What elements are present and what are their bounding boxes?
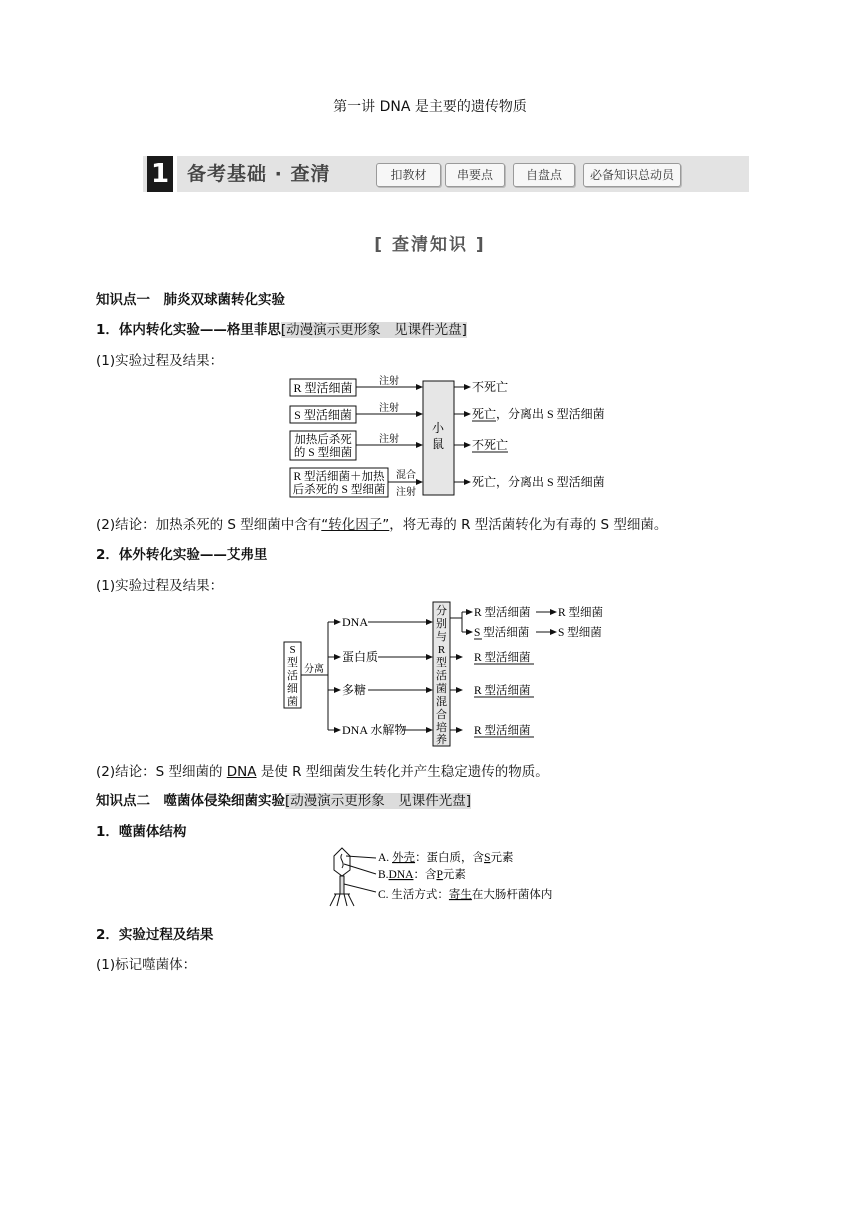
kp2-label1: (1)标记噬菌体： xyxy=(96,957,197,973)
input-s-live: S 型活细菌 xyxy=(294,408,352,422)
tag-essential-knowledge[interactable]: 必备知识总动员 xyxy=(583,163,681,187)
kp1-sub1-title: 1．体内转化实验——格里菲思 xyxy=(96,322,281,338)
result-dna-s-live: S 型活细菌 xyxy=(474,627,530,639)
banner-number: 1 xyxy=(147,156,173,192)
tag-textbook[interactable]: 扣教材 xyxy=(376,163,441,187)
griffith-diagram xyxy=(282,374,612,502)
center-text-1: 分 xyxy=(436,605,447,617)
action-inject-3: 注射 xyxy=(379,434,399,445)
kp1-sub1 xyxy=(96,318,467,338)
separate-label: 分离 xyxy=(304,664,324,675)
section-heading: [ 查清知识 ] xyxy=(374,235,486,255)
source-2: 型 xyxy=(287,657,298,669)
component-polysaccharide: 多糖 xyxy=(342,683,367,697)
result-dna-r: R 型细菌 xyxy=(558,607,604,619)
center-mouse-1: 小 xyxy=(431,421,445,435)
kp1-process-label-2: (1)实验过程及结果： xyxy=(96,578,224,594)
banner-divider xyxy=(173,156,177,192)
phage-part-a: A. 外壳：蛋白质，含S元素 xyxy=(378,852,514,864)
section-banner xyxy=(143,156,749,192)
input-mixed-2: 后杀死的 S 型细菌 xyxy=(292,484,386,496)
component-dna: DNA xyxy=(342,615,368,629)
center-text-6: 活 xyxy=(436,670,447,682)
kp1-heading: 知识点一 肺炎双球菌转化实验 xyxy=(96,292,285,308)
kp1-sub2: 2．体外转化实验——艾弗里 xyxy=(96,547,268,563)
input-mixed-1: R 型活细菌＋加热 xyxy=(293,471,385,483)
conclusion-key: “转化因子” xyxy=(321,517,390,533)
banner-title: 备考基础 · 查清 xyxy=(187,163,331,185)
phage-part-c: C. 生活方式：寄生在大肠杆菌体内 xyxy=(378,889,553,901)
center-text-3: 与 xyxy=(436,631,447,643)
center-text-2: 别 xyxy=(436,618,447,630)
phage-diagram xyxy=(328,844,568,914)
result-1: 不死亡 xyxy=(472,380,509,394)
tag-key-points[interactable]: 串要点 xyxy=(445,163,505,187)
result-2: 死亡，分离出 S 型活细菌 xyxy=(472,407,605,421)
center-mouse-2: 鼠 xyxy=(431,437,445,451)
source-3: 活 xyxy=(287,670,298,682)
result-dna-r-live: R 型活细菌 xyxy=(474,607,531,619)
input-r-live: R 型活细菌 xyxy=(293,381,353,395)
component-dna-hydrolysate: DNA 水解物 xyxy=(342,723,407,737)
action-mix: 混合 xyxy=(396,470,416,481)
input-heat-killed-1: 加热后杀死 xyxy=(294,434,352,446)
conclusion2-key: DNA xyxy=(226,764,257,780)
source-4: 细 xyxy=(287,683,298,695)
action-inject-2: 注射 xyxy=(379,403,399,414)
kp1-conclusion: (2)结论：加热杀死的 S 型细菌中含有“转化因子”，将无毒的 R 型活菌转化为有毒的 S 型细菌。 xyxy=(96,517,668,533)
phage-part-b: B.DNA：含P元素 xyxy=(378,869,466,881)
kp2-heading: 知识点二 噬菌体侵染细菌实验 xyxy=(96,793,285,809)
source-1: S xyxy=(289,644,296,656)
center-text-7: 菌 xyxy=(436,683,447,695)
result-polysaccharide: R 型活细菌 xyxy=(474,685,531,697)
center-text-10: 培 xyxy=(436,722,447,734)
page-title: 第一讲 DNA 是主要的遗传物质 xyxy=(333,99,527,115)
kp2-heading-note[interactable]: [动漫演示更形象 见课件光盘] xyxy=(285,793,472,809)
result-protein: R 型活细菌 xyxy=(474,652,531,664)
kp1-sub1-note[interactable]: [动漫演示更形象 见课件光盘] xyxy=(280,322,467,338)
input-heat-killed-2: 的 S 型细菌 xyxy=(293,447,353,459)
component-protein: 蛋白质 xyxy=(342,650,379,664)
center-text-4: R xyxy=(437,644,446,656)
kp2-sub2: 2．实验过程及结果 xyxy=(96,927,214,943)
kp1-process-label: (1)实验过程及结果： xyxy=(96,353,224,369)
avery-diagram xyxy=(282,600,612,750)
center-text-9: 合 xyxy=(436,709,447,721)
center-text-5: 型 xyxy=(436,657,447,669)
action-inject-1: 注射 xyxy=(379,376,399,387)
center-text-11: 养 xyxy=(436,734,447,746)
result-dna-s: S 型细菌 xyxy=(558,627,602,639)
kp2-heading-line xyxy=(96,789,471,809)
result-4: 死亡，分离出 S 型活细菌 xyxy=(472,475,605,489)
kp2-sub1: 1．噬菌体结构 xyxy=(96,824,187,840)
center-text-8: 混 xyxy=(436,696,447,708)
tag-self-check[interactable]: 自盘点 xyxy=(513,163,575,187)
result-3: 不死亡 xyxy=(472,438,509,452)
result-dna-hydrolysate: R 型活细菌 xyxy=(474,725,531,737)
action-inject-4: 注射 xyxy=(396,487,416,498)
kp1-conclusion-2: (2)结论：S 型细菌的 DNA 是使 R 型细菌发生转化并产生稳定遗传的物质。 xyxy=(96,764,549,780)
source-5: 菌 xyxy=(287,696,298,708)
